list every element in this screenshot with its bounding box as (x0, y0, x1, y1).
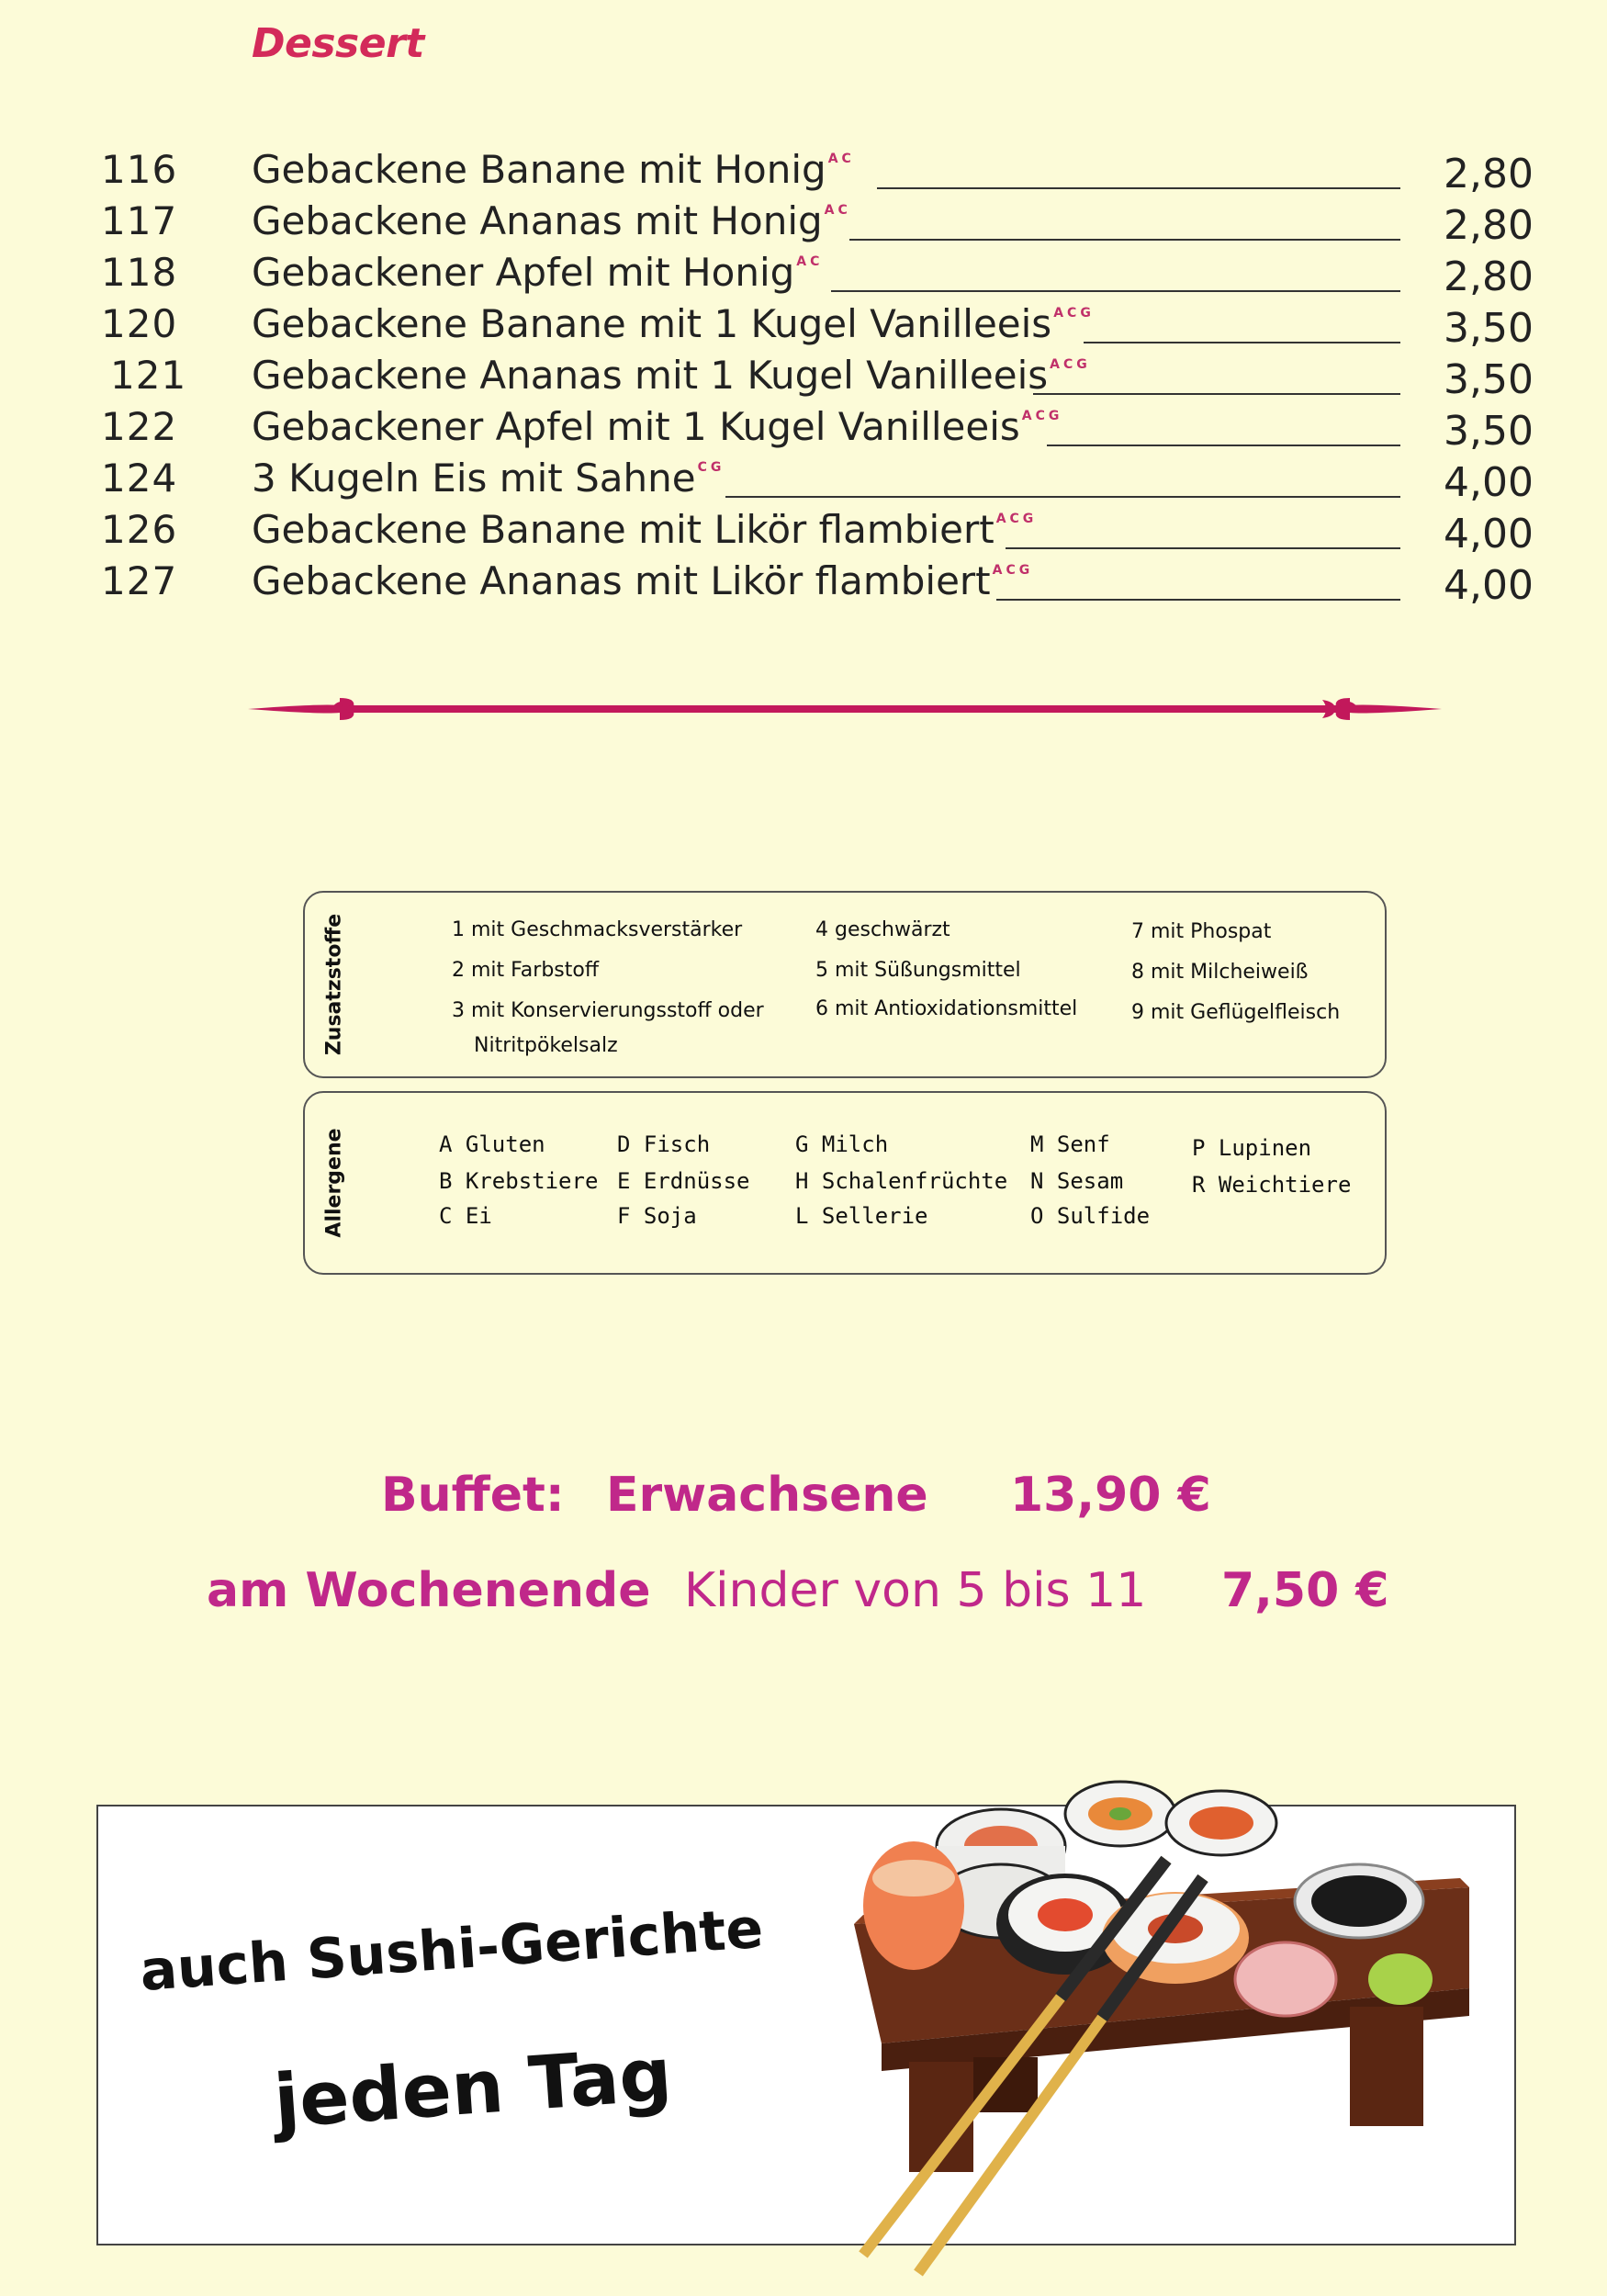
additive-item: 5 mit Süßungsmittel (815, 959, 1021, 982)
menu-row (0, 353, 1607, 404)
allergen-item: O Sulfide (1030, 1203, 1151, 1229)
menu-row (0, 147, 1607, 198)
allergen-item: L Sellerie (795, 1203, 928, 1229)
leader-line (1006, 547, 1400, 549)
leader-line (725, 496, 1400, 498)
leader-line (849, 239, 1400, 241)
allergen-codes: AC (796, 254, 824, 269)
allergen-item: H Schalenfrüchte (795, 1168, 1008, 1194)
additives-box (303, 891, 1387, 1078)
allergen-codes: ACG (1021, 409, 1063, 423)
item-price: 3,50 (1444, 408, 1534, 455)
menu-row (0, 507, 1607, 558)
section-title: Dessert (252, 20, 424, 67)
menu-row (0, 198, 1607, 250)
item-name: Gebackene Ananas mit Likör flambiert $^{ACG}$ (252, 558, 1034, 603)
item-name: Gebackener Apfel mit 1 Kugel Vanilleeis $^{ACG}$ (252, 404, 1063, 449)
item-number: 122 (101, 404, 178, 449)
leader-line (1084, 342, 1400, 343)
allergens-label: Allergene (322, 1128, 346, 1238)
menu-row (0, 456, 1607, 507)
ornamental-divider (248, 691, 1442, 727)
allergen-codes: ACG (995, 512, 1038, 526)
buffet-kids-label: Kinder von 5 bis 11 (684, 1563, 1147, 1618)
allergen-item: A Gluten (439, 1131, 545, 1157)
leader-line (996, 599, 1400, 601)
leader-line (877, 187, 1400, 189)
menu-row (0, 301, 1607, 353)
allergen-item: M Senf (1030, 1131, 1110, 1157)
buffet-weekend-label: am Wochenende (207, 1563, 651, 1618)
item-number: 124 (101, 456, 178, 501)
item-number: 116 (101, 147, 178, 192)
additive-item: 8 mit Milcheiweiß (1131, 961, 1309, 984)
menu-row (0, 558, 1607, 610)
leader-line (831, 290, 1400, 292)
allergen-codes: ACG (1053, 306, 1095, 321)
item-name: Gebackene Banane mit Honig $^{AC}$ (252, 147, 855, 192)
item-price: 2,80 (1444, 151, 1534, 197)
sushi-platter-illustration (826, 1740, 1488, 2291)
allergens-box (303, 1091, 1387, 1275)
additive-item: 7 mit Phospat (1131, 920, 1272, 943)
item-name: Gebackene Banane mit 1 Kugel Vanilleeis $^{ACG}$ (252, 301, 1095, 346)
promo-line-1: auch Sushi-Gerichte (138, 1896, 766, 2004)
allergen-item: C Ei (439, 1203, 492, 1229)
menu-row (0, 250, 1607, 301)
item-name: Gebackene Ananas mit 1 Kugel Vanilleeis $^{ACG}$ (252, 353, 1091, 398)
allergen-item: F Soja (617, 1203, 697, 1229)
promo-line-2: jeden Tag (271, 2031, 675, 2144)
item-price: 4,00 (1444, 459, 1534, 506)
item-price: 2,80 (1444, 253, 1534, 300)
allergen-codes: CG (697, 460, 725, 475)
item-number: 127 (101, 558, 178, 603)
additives-label: Zusatzstoffe (322, 913, 346, 1056)
additive-item: 9 mit Geflügelfleisch (1131, 1001, 1341, 1024)
item-name: Gebackene Ananas mit Honig $^{AC}$ (252, 198, 851, 243)
allergen-item: P Lupinen (1192, 1135, 1312, 1161)
item-price: 2,80 (1444, 202, 1534, 249)
item-price: 4,00 (1444, 511, 1534, 557)
item-number: 118 (101, 250, 178, 295)
allergen-codes: AC (827, 152, 855, 166)
item-name: Gebackener Apfel mit Honig $^{AC}$ (252, 250, 824, 295)
allergen-item: B Krebstiere (439, 1168, 599, 1194)
item-name: 3 Kugeln Eis mit Sahne $^{CG}$ (252, 456, 725, 501)
additive-item: 6 mit Antioxidationsmittel (815, 997, 1078, 1020)
buffet-adults-price: 13,90 € (1010, 1468, 1211, 1523)
allergen-item: G Milch (795, 1131, 889, 1157)
buffet-label: Buffet: (381, 1468, 565, 1523)
item-number: 121 (110, 353, 187, 398)
additive-item: Nitritpökelsalz (474, 1034, 618, 1057)
item-price: 4,00 (1444, 562, 1534, 609)
leader-line (1033, 393, 1400, 395)
item-price: 3,50 (1444, 305, 1534, 352)
allergen-codes: AC (824, 203, 851, 218)
menu-row (0, 404, 1607, 456)
buffet-adults-label: Erwachsene (606, 1468, 928, 1523)
allergen-codes: ACG (1050, 357, 1091, 372)
item-name: Gebackene Banane mit Likör flambiert $^{ACG}$ (252, 507, 1038, 552)
item-price: 3,50 (1444, 356, 1534, 403)
buffet-kids-price: 7,50 € (1221, 1563, 1389, 1618)
allergen-item: R Weichtiere (1192, 1172, 1352, 1198)
leader-line (1047, 445, 1400, 446)
additive-item: 1 mit Geschmacksverstärker (452, 918, 743, 941)
additive-item: 3 mit Konservierungsstoff oder (452, 999, 764, 1022)
allergen-codes: ACG (992, 563, 1034, 578)
allergen-item: E Erdnüsse (617, 1168, 750, 1194)
allergen-item: D Fisch (617, 1131, 711, 1157)
item-number: 120 (101, 301, 178, 346)
item-number: 117 (101, 198, 178, 243)
allergen-item: N Sesam (1030, 1168, 1124, 1194)
item-number: 126 (101, 507, 178, 552)
additive-item: 4 geschwärzt (815, 918, 950, 941)
additive-item: 2 mit Farbstoff (452, 959, 599, 982)
